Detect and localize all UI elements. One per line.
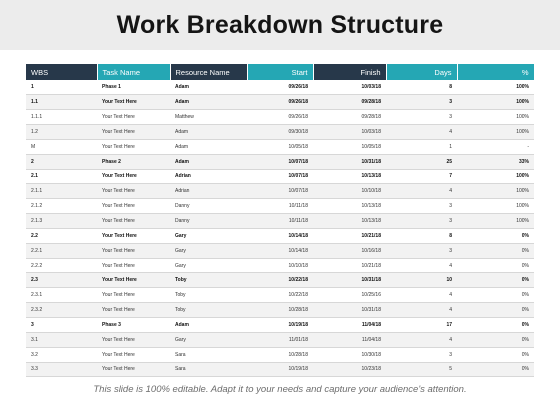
table-row <box>26 273 534 288</box>
wbs-cell: 3.3 <box>26 362 97 377</box>
page-title: Work Breakdown Structure <box>116 10 444 39</box>
start-date-cell: 10/11/18 <box>247 214 313 229</box>
table-row <box>26 318 534 333</box>
wbs-cell: 2 <box>26 154 97 169</box>
finish-date-cell: 10/10/18 <box>313 184 386 199</box>
percent-complete-cell: 0% <box>457 347 534 362</box>
table-row <box>26 80 534 95</box>
percent-complete-cell: 0% <box>457 318 534 333</box>
resource-name-cell: Gary <box>170 332 247 347</box>
table-row <box>26 228 534 243</box>
task-name-cell: Your Text Here <box>97 273 170 288</box>
task-name-cell: Your Text Here <box>97 332 170 347</box>
resource-name-cell: Danny <box>170 214 247 229</box>
task-name-cell: Your Text Here <box>97 139 170 154</box>
resource-name-cell: Toby <box>170 303 247 318</box>
days-cell: 4 <box>386 288 457 303</box>
column-header-wbs: WBS <box>26 64 97 80</box>
start-date-cell: 10/28/18 <box>247 303 313 318</box>
finish-date-cell: 10/13/18 <box>313 199 386 214</box>
resource-name-cell: Adam <box>170 318 247 333</box>
percent-complete-cell: 0% <box>457 228 534 243</box>
finish-date-cell: 10/05/18 <box>313 139 386 154</box>
percent-complete-cell: 100% <box>457 214 534 229</box>
table-body <box>26 80 534 377</box>
wbs-cell: 1 <box>26 80 97 95</box>
task-name-cell: Phase 3 <box>97 318 170 333</box>
table-row <box>26 139 534 154</box>
start-date-cell: 10/14/18 <box>247 228 313 243</box>
percent-complete-cell: - <box>457 139 534 154</box>
resource-name-cell: Toby <box>170 273 247 288</box>
finish-date-cell: 10/03/18 <box>313 80 386 95</box>
wbs-cell: 1.1 <box>26 95 97 110</box>
wbs-cell: 2.2.2 <box>26 258 97 273</box>
finish-date-cell: 11/04/18 <box>313 318 386 333</box>
resource-name-cell: Adam <box>170 139 247 154</box>
task-name-cell: Your Text Here <box>97 214 170 229</box>
finish-date-cell: 10/21/18 <box>313 228 386 243</box>
column-header-percent: % <box>457 64 534 80</box>
wbs-cell: 2.3.2 <box>26 303 97 318</box>
finish-date-cell: 10/23/18 <box>313 362 386 377</box>
start-date-cell: 10/07/18 <box>247 154 313 169</box>
start-date-cell: 10/05/18 <box>247 139 313 154</box>
wbs-cell: 1.2 <box>26 125 97 140</box>
days-cell: 4 <box>386 332 457 347</box>
title-band <box>0 0 560 50</box>
table-row <box>26 347 534 362</box>
table-row <box>26 169 534 184</box>
days-cell: 25 <box>386 154 457 169</box>
table-row <box>26 362 534 377</box>
start-date-cell: 10/07/18 <box>247 184 313 199</box>
percent-complete-cell: 100% <box>457 95 534 110</box>
table-row <box>26 214 534 229</box>
table-row <box>26 184 534 199</box>
days-cell: 4 <box>386 125 457 140</box>
percent-complete-cell: 100% <box>457 80 534 95</box>
wbs-cell: 3 <box>26 318 97 333</box>
task-name-cell: Your Text Here <box>97 258 170 273</box>
task-name-cell: Phase 1 <box>97 80 170 95</box>
days-cell: 4 <box>386 184 457 199</box>
wbs-cell: 2.1 <box>26 169 97 184</box>
percent-complete-cell: 0% <box>457 303 534 318</box>
resource-name-cell: Sara <box>170 347 247 362</box>
days-cell: 3 <box>386 95 457 110</box>
resource-name-cell: Adrian <box>170 184 247 199</box>
start-date-cell: 10/07/18 <box>247 169 313 184</box>
column-header-start: Start <box>247 64 313 80</box>
finish-date-cell: 10/13/18 <box>313 169 386 184</box>
task-name-cell: Your Text Here <box>97 243 170 258</box>
footer-note: This slide is 100% editable. Adapt it to your needs and capture your audience's attention. <box>93 384 467 395</box>
wbs-cell: 2.1.1 <box>26 184 97 199</box>
wbs-cell: M <box>26 139 97 154</box>
table-row <box>26 154 534 169</box>
start-date-cell: 10/22/18 <box>247 288 313 303</box>
column-header-resource-name: Resource Name <box>170 64 247 80</box>
finish-date-cell: 10/13/18 <box>313 214 386 229</box>
wbs-cell: 2.1.2 <box>26 199 97 214</box>
table-row <box>26 95 534 110</box>
finish-date-cell: 10/31/18 <box>313 273 386 288</box>
task-name-cell: Your Text Here <box>97 169 170 184</box>
resource-name-cell: Toby <box>170 288 247 303</box>
days-cell: 3 <box>386 110 457 125</box>
task-name-cell: Your Text Here <box>97 228 170 243</box>
finish-date-cell: 10/30/18 <box>313 347 386 362</box>
start-date-cell: 10/19/18 <box>247 362 313 377</box>
percent-complete-cell: 0% <box>457 288 534 303</box>
start-date-cell: 10/28/18 <box>247 347 313 362</box>
wbs-cell: 3.1 <box>26 332 97 347</box>
start-date-cell: 09/26/18 <box>247 95 313 110</box>
start-date-cell: 10/10/18 <box>247 258 313 273</box>
table-row <box>26 199 534 214</box>
start-date-cell: 10/11/18 <box>247 199 313 214</box>
wbs-cell: 2.3 <box>26 273 97 288</box>
table-row <box>26 110 534 125</box>
percent-complete-cell: 100% <box>457 169 534 184</box>
percent-complete-cell: 0% <box>457 332 534 347</box>
days-cell: 7 <box>386 169 457 184</box>
column-header-days: Days <box>386 64 457 80</box>
finish-date-cell: 10/31/18 <box>313 303 386 318</box>
percent-complete-cell: 100% <box>457 184 534 199</box>
task-name-cell: Your Text Here <box>97 303 170 318</box>
percent-complete-cell: 100% <box>457 110 534 125</box>
table-row <box>26 258 534 273</box>
days-cell: 5 <box>386 362 457 377</box>
finish-date-cell: 10/03/18 <box>313 125 386 140</box>
column-header-finish: Finish <box>313 64 386 80</box>
percent-complete-cell: 100% <box>457 199 534 214</box>
days-cell: 4 <box>386 258 457 273</box>
wbs-cell: 2.3.1 <box>26 288 97 303</box>
task-name-cell: Your Text Here <box>97 288 170 303</box>
finish-date-cell: 10/21/18 <box>313 258 386 273</box>
wbs-cell: 3.2 <box>26 347 97 362</box>
days-cell: 8 <box>386 80 457 95</box>
days-cell: 3 <box>386 214 457 229</box>
resource-name-cell: Adam <box>170 154 247 169</box>
resource-name-cell: Danny <box>170 199 247 214</box>
finish-date-cell: 09/28/18 <box>313 110 386 125</box>
finish-date-cell: 10/25/16 <box>313 288 386 303</box>
days-cell: 3 <box>386 199 457 214</box>
task-name-cell: Your Text Here <box>97 362 170 377</box>
table-row <box>26 332 534 347</box>
wbs-table-container <box>26 64 534 377</box>
percent-complete-cell: 100% <box>457 125 534 140</box>
task-name-cell: Your Text Here <box>97 125 170 140</box>
wbs-cell: 2.2 <box>26 228 97 243</box>
wbs-cell: 1.1.1 <box>26 110 97 125</box>
start-date-cell: 10/19/18 <box>247 318 313 333</box>
percent-complete-cell: 33% <box>457 154 534 169</box>
start-date-cell: 10/14/18 <box>247 243 313 258</box>
table-row <box>26 125 534 140</box>
resource-name-cell: Gary <box>170 258 247 273</box>
percent-complete-cell: 0% <box>457 273 534 288</box>
start-date-cell: 10/22/18 <box>247 273 313 288</box>
table-row <box>26 288 534 303</box>
resource-name-cell: Sara <box>170 362 247 377</box>
task-name-cell: Your Text Here <box>97 110 170 125</box>
finish-date-cell: 09/28/18 <box>313 95 386 110</box>
resource-name-cell: Matthew <box>170 110 247 125</box>
days-cell: 10 <box>386 273 457 288</box>
resource-name-cell: Adrian <box>170 169 247 184</box>
column-header-task-name: Task Name <box>97 64 170 80</box>
resource-name-cell: Gary <box>170 228 247 243</box>
percent-complete-cell: 0% <box>457 258 534 273</box>
finish-date-cell: 10/31/18 <box>313 154 386 169</box>
start-date-cell: 09/26/18 <box>247 80 313 95</box>
resource-name-cell: Adam <box>170 95 247 110</box>
task-name-cell: Your Text Here <box>97 347 170 362</box>
days-cell: 1 <box>386 139 457 154</box>
task-name-cell: Your Text Here <box>97 95 170 110</box>
resource-name-cell: Gary <box>170 243 247 258</box>
wbs-cell: 2.1.3 <box>26 214 97 229</box>
percent-complete-cell: 0% <box>457 243 534 258</box>
days-cell: 3 <box>386 243 457 258</box>
finish-date-cell: 10/16/18 <box>313 243 386 258</box>
resource-name-cell: Adam <box>170 80 247 95</box>
table-header-row <box>26 64 534 80</box>
days-cell: 4 <box>386 303 457 318</box>
days-cell: 8 <box>386 228 457 243</box>
resource-name-cell: Adam <box>170 125 247 140</box>
start-date-cell: 11/01/18 <box>247 332 313 347</box>
percent-complete-cell: 0% <box>457 362 534 377</box>
task-name-cell: Your Text Here <box>97 199 170 214</box>
start-date-cell: 09/26/18 <box>247 110 313 125</box>
table-row <box>26 303 534 318</box>
wbs-cell: 2.2.1 <box>26 243 97 258</box>
task-name-cell: Phase 2 <box>97 154 170 169</box>
days-cell: 3 <box>386 347 457 362</box>
days-cell: 17 <box>386 318 457 333</box>
start-date-cell: 09/30/18 <box>247 125 313 140</box>
finish-date-cell: 11/04/18 <box>313 332 386 347</box>
wbs-table <box>26 64 535 377</box>
task-name-cell: Your Text Here <box>97 184 170 199</box>
table-row <box>26 243 534 258</box>
